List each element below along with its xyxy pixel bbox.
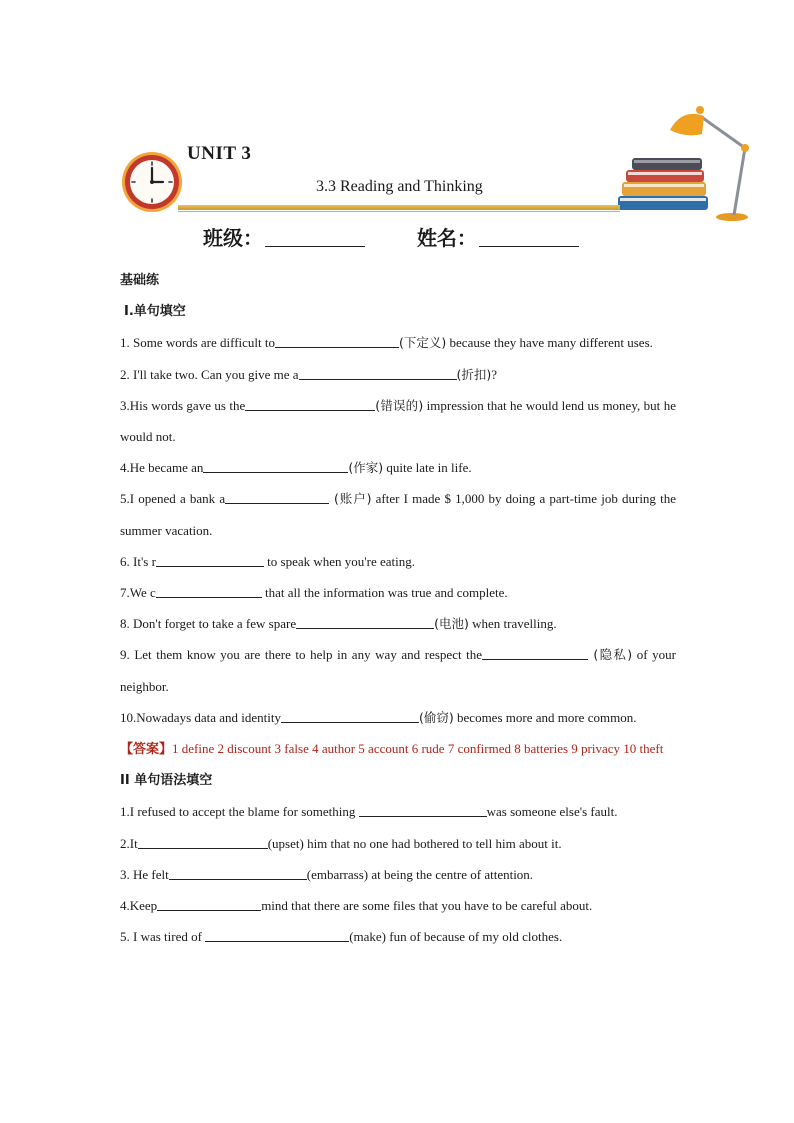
answer-blank[interactable] xyxy=(156,554,264,567)
part1-item-7: 7.We c that all the information was true and complete. xyxy=(120,585,508,601)
part2-item-3: 3. He felt (embarrass) at being the centre of attention. xyxy=(120,866,534,882)
section-basic-title: 基础练 xyxy=(120,273,160,288)
part1-item-2: 2. I'll take two. Can you give me a (折扣)? xyxy=(120,366,498,382)
answer-blank[interactable] xyxy=(156,585,262,598)
part2-item-4: 4.Keep mind that there are some files that you have to be careful about. xyxy=(120,898,593,914)
part1-title: Ⅰ.单句填空 xyxy=(124,304,186,320)
header-divider-thin xyxy=(178,211,620,212)
class-name-row xyxy=(203,222,579,251)
answer-blank[interactable] xyxy=(281,710,419,723)
answer-text: 1 define 2 discount 3 false 4 author 5 account 6 rude 7 confirmed 8 batteries 9 privacy 10 theft xyxy=(172,741,664,757)
answer-blank[interactable] xyxy=(482,647,588,660)
name-label: 姓名： xyxy=(416,226,477,250)
answer-key xyxy=(120,733,676,765)
worksheet-content xyxy=(120,265,676,952)
name-blank[interactable] xyxy=(479,226,579,247)
part2-item-2: 2.It (upset) him that no one had bothered to tell him about it. xyxy=(120,835,562,851)
part1-item-1: 1. Some words are difficult to (下定义) because they have many different uses. xyxy=(120,335,653,351)
answer-blank[interactable] xyxy=(157,898,261,911)
part1-item-9: 9. Let them know you are there to help in any way and respect the (隐私) of your neighbor. xyxy=(120,647,676,694)
answer-blank[interactable] xyxy=(299,367,457,380)
desk-lamp-books-icon xyxy=(612,100,758,222)
answer-blank[interactable] xyxy=(296,616,434,629)
answer-blank[interactable] xyxy=(275,335,399,348)
part1-item-6: 6. It's r to speak when you're eating. xyxy=(120,553,415,569)
part2-item-5: 5. I was tired of (make) fun of because of my old clothes. xyxy=(120,929,563,945)
answer-blank[interactable] xyxy=(169,867,307,880)
answer-blank[interactable] xyxy=(359,804,487,817)
clock-icon xyxy=(120,150,184,214)
answer-blank[interactable] xyxy=(138,836,268,849)
header-divider xyxy=(178,205,620,210)
answer-blank[interactable] xyxy=(205,929,349,942)
part1-item-3: 3.His words gave us the (错误的) impression that he would lend us money, but he would not. xyxy=(120,397,676,445)
class-label: 班级： xyxy=(203,226,263,250)
part2-title: II 单句语法填空 xyxy=(120,773,213,789)
answer-blank[interactable] xyxy=(225,491,329,504)
part1-item-8: 8. Don't forget to take a few spare (电池) when travelling. xyxy=(120,616,557,632)
part2-item-1: 1.I refused to accept the blame for something was someone else's fault. xyxy=(120,804,618,820)
part1-item-5: 5.I opened a bank a (账户) after I made $ 1,000 by doing a part-time job during the summer vacation. xyxy=(120,491,676,538)
lesson-title: 3.3 Reading and Thinking xyxy=(316,178,483,195)
answer-label: 【答案】 xyxy=(120,742,173,758)
unit-title: UNIT 3 xyxy=(187,143,252,164)
answer-blank[interactable] xyxy=(245,398,375,411)
answer-blank[interactable] xyxy=(203,460,348,473)
class-blank[interactable] xyxy=(265,226,365,247)
part1-item-4: 4.He became an (作家) quite late in life. xyxy=(120,460,472,476)
part1-item-10: 10.Nowadays data and identity (偷窃) becomes more and more common. xyxy=(120,709,637,725)
